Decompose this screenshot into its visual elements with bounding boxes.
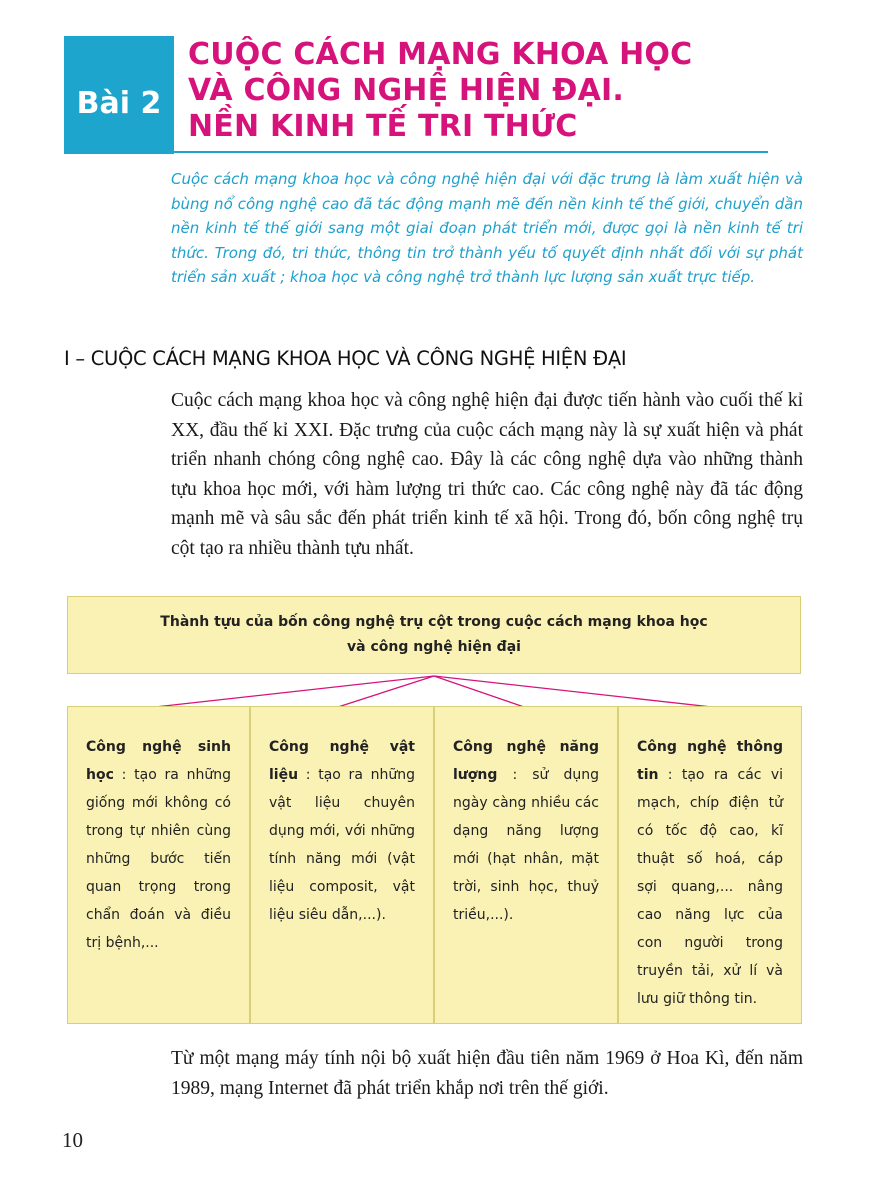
intro-paragraph: Cuộc cách mạng khoa học và công nghệ hiện đại với đặc trưng là làm xuất hiện và bùng nổ công nghệ cao đã tác động mạnh mẽ đến nền kinh tế thế giới, chuyển dần nền kinh tế thế giới sang một giai đoạn phát triển mới, được gọi là nền kinh tế tri thức. Trong đó, tri thức, thông tin trở thành yếu tố quyết định nhất đối với sự phát triển sản xuất ; khoa học và công nghệ trở thành lực lượng sản xuất trực tiếp. (171, 170, 803, 286)
connector-line-1 (155, 676, 434, 707)
tech-box-it (618, 706, 802, 1024)
title-line-3: NỀN KINH TẾ TRI THỨC (188, 109, 578, 144)
tech-box-energy (434, 706, 618, 1024)
tech-box-materials-name: Công nghệ vật liệu (269, 739, 415, 783)
tech-box-it-name: Công nghệ thông tin (637, 739, 783, 783)
lesson-label: Bài 2 (76, 85, 162, 121)
tech-box-energy-name: Công nghệ năng lượng (453, 739, 599, 783)
title-line-1: CUỘC CÁCH MẠNG KHOA HỌC (188, 37, 693, 72)
diagram-title-line-1: Thành tựu của bốn công nghệ trụ cột trong cuộc cách mạng khoa học (160, 614, 708, 630)
diagram-title (134, 610, 734, 660)
connector-line-2 (338, 676, 434, 707)
tech-box-biotech (67, 706, 250, 1024)
tech-box-biotech-text: : tạo ra những giống mới không có trong tự nhiên cùng những bước tiến quan trọng trong chẩn đoán và điều trị bệnh,... (86, 767, 231, 951)
tech-box-materials (250, 706, 434, 1024)
tech-box-it-text: : tạo ra các vi mạch, chíp điện tử có tốc độ cao, kĩ thuật số hoá, cáp sợi quang,... nâng cao năng lực của con người trong truyền tải, xử lí và lưu giữ thông tin. (637, 767, 783, 1007)
title-line-2: VÀ CÔNG NGHỆ HIỆN ĐẠI. (188, 73, 624, 108)
section-heading: I – CUỘC CÁCH MẠNG KHOA HỌC VÀ CÔNG NGHỆ HIỆN ĐẠI (64, 347, 627, 370)
tech-box-biotech-name: Công nghệ sinh học (86, 739, 231, 783)
connector-line-3 (434, 676, 524, 707)
diagram-title-line-2: và công nghệ hiện đại (347, 639, 521, 655)
internet-paragraph: Từ một mạng máy tính nội bộ xuất hiện đầu tiên năm 1969 ở Hoa Kì, đến năm 1989, mạng Internet đã phát triển khắp nơi trên thế giới. (171, 1048, 803, 1099)
title-underline (174, 151, 768, 153)
lesson-badge (64, 36, 174, 154)
page-number: 10 (62, 1128, 83, 1152)
connector-line-4 (434, 676, 712, 707)
tech-box-materials-text: : tạo ra những vật liệu chuyên dụng mới, với những tính năng mới (vật liệu composit, vật liệu siêu dẫn,...). (269, 767, 415, 923)
lesson-title (188, 37, 848, 145)
tech-box-energy-text: : sử dụng ngày càng nhiều các dạng năng lượng mới (hạt nhân, mặt trời, sinh học, thuỷ triều,...). (453, 767, 599, 923)
diagram-title-box (67, 596, 801, 674)
section-paragraph: Cuộc cách mạng khoa học và công nghệ hiện đại được tiến hành vào cuối thế kỉ XX, đầu thế kỉ XXI. Đặc trưng của cuộc cách mạng này là sự xuất hiện và phát triển nhanh chóng công nghệ cao. Đây là các công nghệ dựa vào những thành tựu khoa học mới, với hàm lượng tri thức cao. Các công nghệ này đã tác động mạnh mẽ và sâu sắc đến phát triển kinh tế xã hội. Trong đó, bốn công nghệ trụ cột tạo ra nhiều thành tựu nhất. (171, 390, 803, 559)
